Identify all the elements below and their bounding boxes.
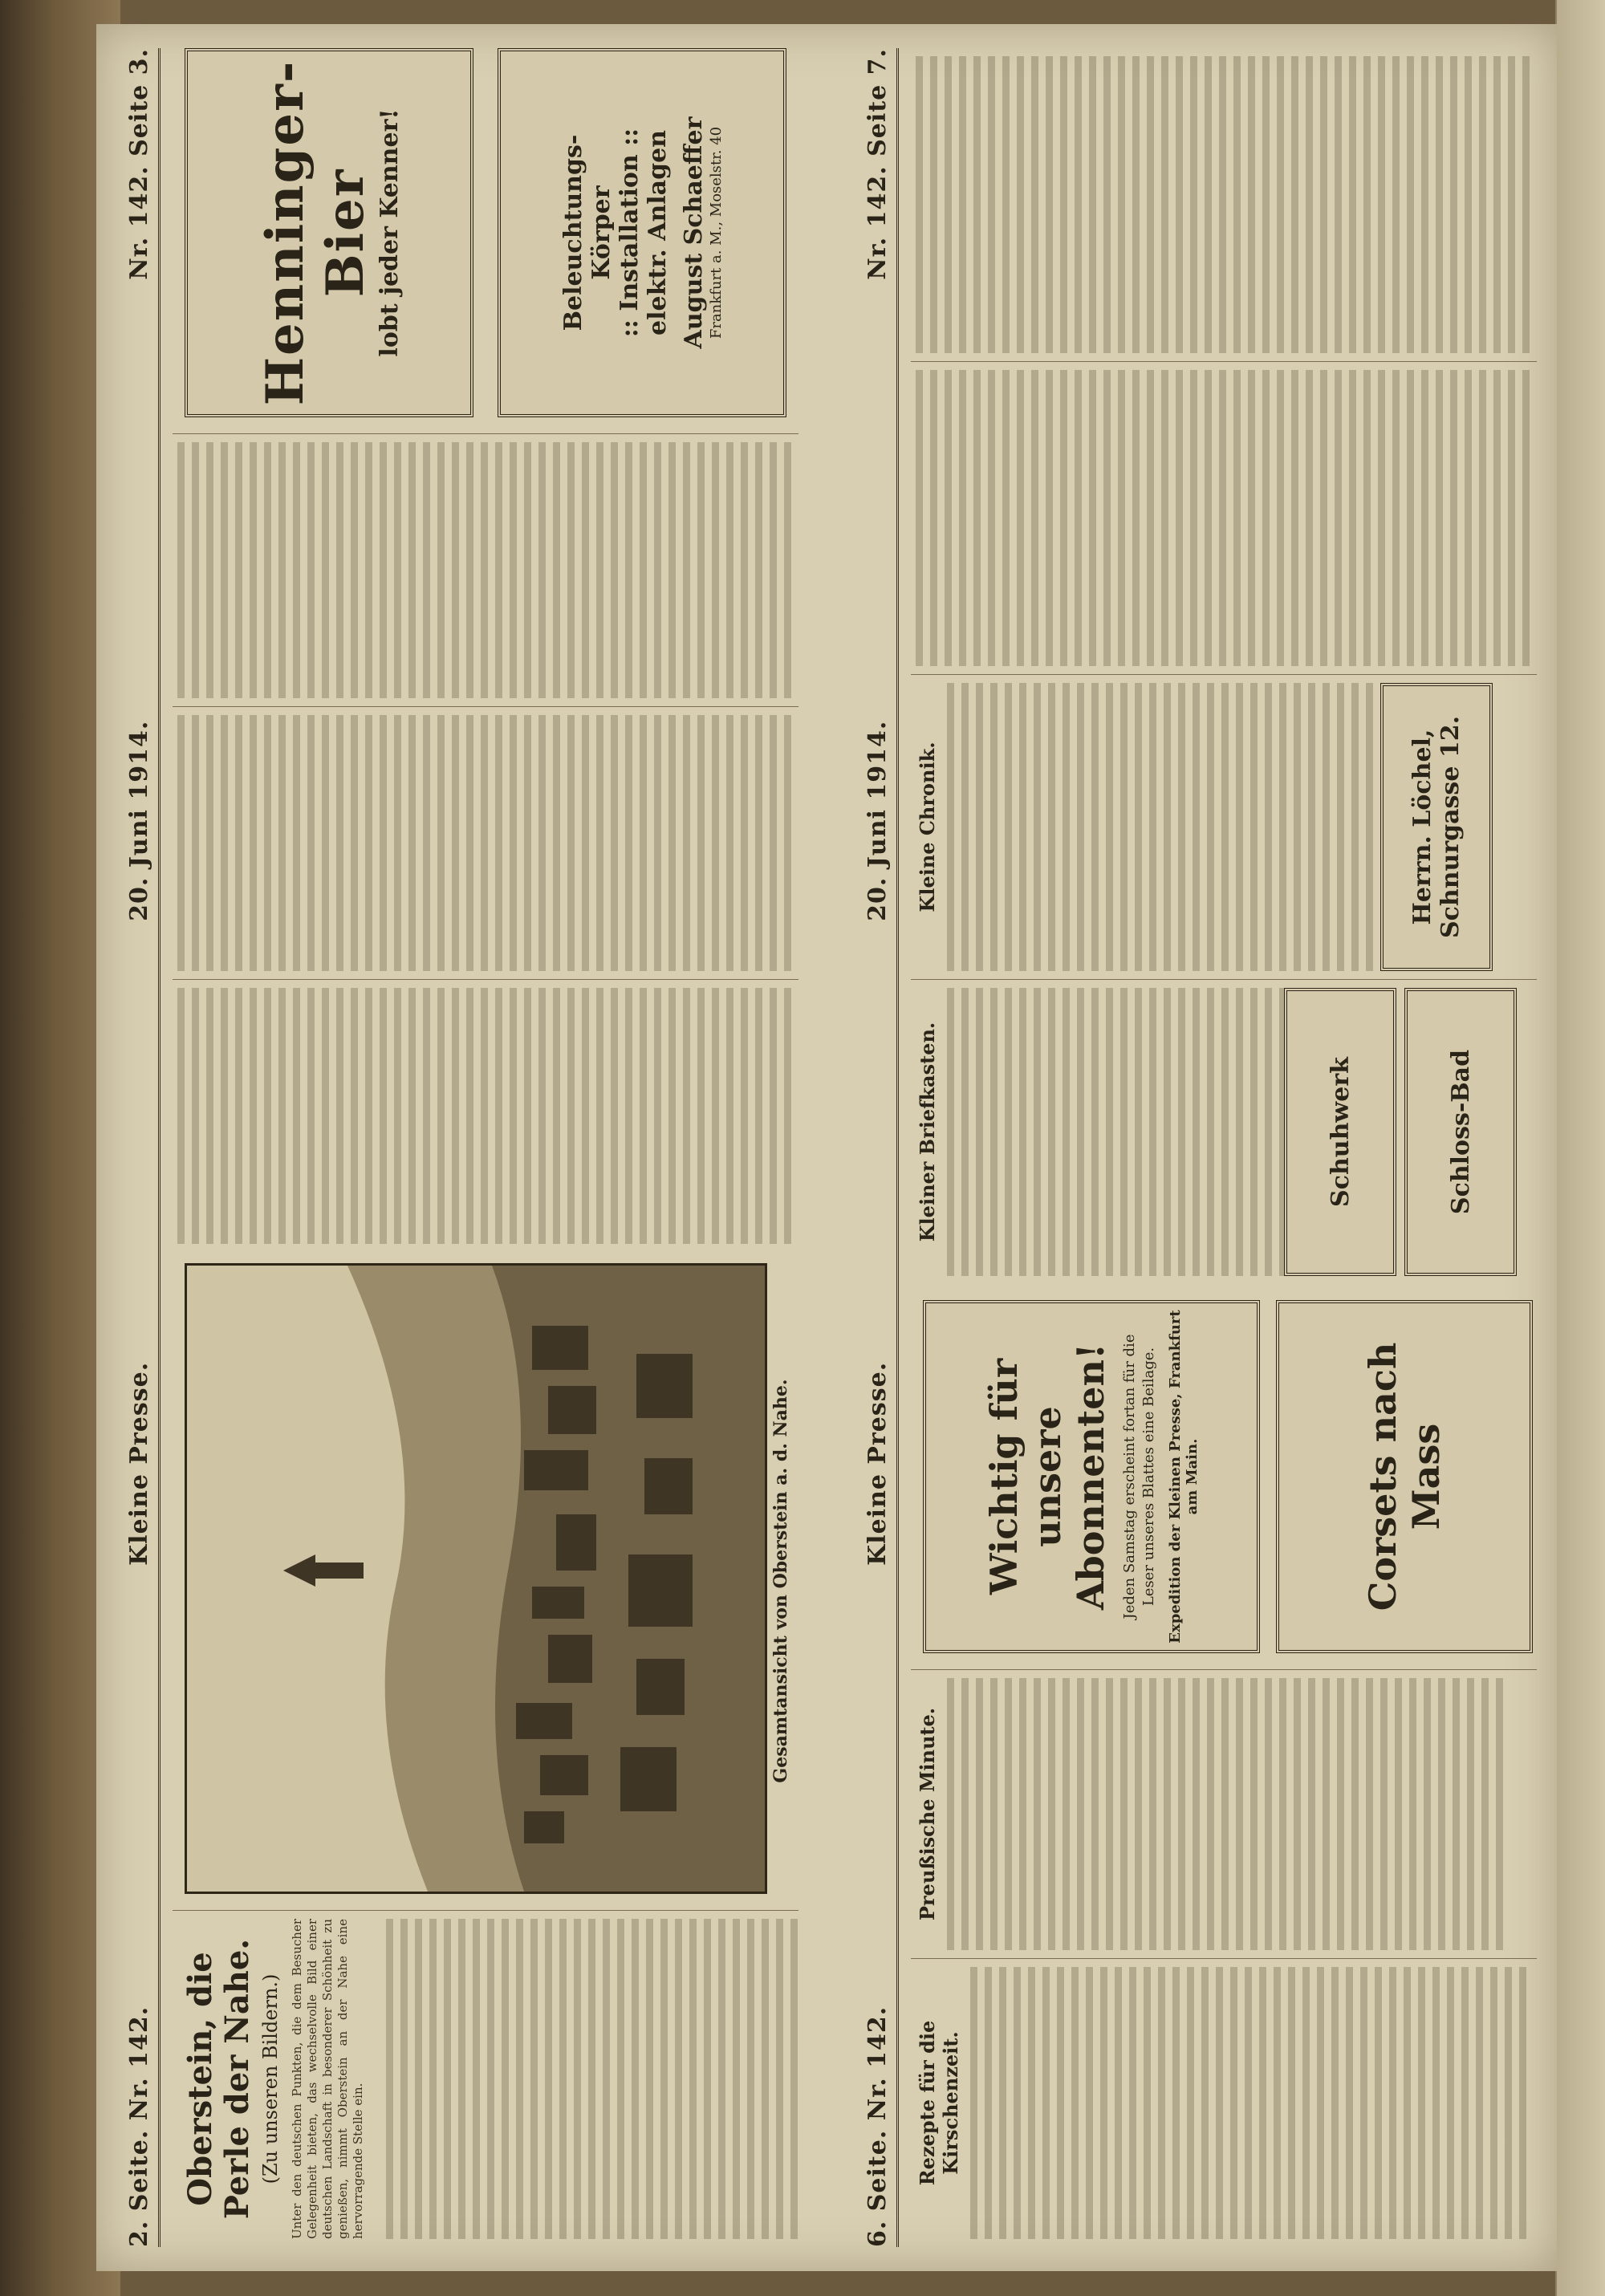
upper-spread [96,24,819,2271]
briefkasten-title: Kleiner Briefkasten. [916,1022,939,1242]
lamps-line-4: elektr. Anlagen [644,130,672,335]
upper-page-label: 2. Seite. Nr. 142. [125,2005,153,2247]
feuilleton-title: Preußische Minute. [916,1707,939,1921]
recipes-text [970,1967,1532,2239]
town-illustration [185,1263,767,1894]
lamps-ad [498,48,786,417]
lower-running-head [851,48,899,2247]
henninger-ad [185,48,473,417]
lamps-line-1: Beleuchtungs- [559,134,587,331]
article-column-1 [173,1910,798,2247]
henninger-slogan: lobt jeder Kenner! [375,108,404,357]
engraving [187,1266,765,1892]
article-continuation-text [177,988,794,1244]
lower-column-3 [911,979,1537,1284]
article-continuation-text-3 [177,442,794,698]
corsets-ad [1276,1300,1533,1653]
lamps-company: August Schaeffer [680,116,708,349]
article-subheadline: (Zu unseren Bildern.) [259,1973,282,2184]
lower-section: Kleine Presse. [863,1361,892,1566]
lower-page-label: 6. Seite. Nr. 142. [863,2005,892,2247]
recipes-title: Rezepte für die Kirschenzeit. [916,2020,962,2186]
next-page-edge [1555,0,1605,2296]
upper-date: 20. Juni 1914. [125,720,153,921]
lower-text-5 [916,370,1532,666]
bath-ad [1404,988,1517,1276]
chronik-text [947,683,1380,971]
subscriber-notice [923,1300,1260,1653]
upper-right-label: Nr. 142. Seite 3. [125,48,153,280]
newspaper-page [96,24,1557,2271]
lower-column-4 [911,674,1537,979]
article-headline: Oberstein, die Perle der Nahe. [181,1938,256,2220]
article-continuation-text-2 [177,715,794,971]
lamps-line-2: Körper [587,185,616,280]
tokens-ad [1380,683,1493,971]
lower-column-6 [911,48,1537,361]
upper-running-head [112,48,160,2247]
illustration-caption: Gesamtansicht von Oberstein a. d. Nahe. [770,1379,791,1783]
lower-column-2 [911,1669,1537,1958]
shoes-ad [1284,988,1396,1276]
lower-spread [835,24,1557,2271]
article-column-2 [173,979,798,1252]
notice-body: Jeden Samstag erscheint fortan für die Leser unseres Blattes eine Beilage. [1121,1334,1157,1619]
lower-column-5 [911,361,1537,674]
rotated-page-content [96,24,1557,2271]
lower-column-1 [911,1958,1537,2247]
bath-title: Schloss-Bad [1446,1049,1475,1215]
corsets-title: Corsets nach Mass [1361,1342,1448,1611]
notice-title: Wichtig für unsere Abonnenten! [982,1343,1112,1611]
feuilleton-text [947,1678,1509,1950]
lamps-address: Frankfurt a. M., Moselstr. 40 [708,126,725,339]
notice-footer: Expedition der Kleinen Presse, Frankfurt am Main. [1167,1310,1201,1644]
briefkasten-text [947,988,1284,1276]
lower-text-6 [916,56,1532,353]
lower-date: 20. Juni 1914. [863,720,892,921]
lamps-line-3: :: Installation :: [616,128,644,338]
lower-right-label: Nr. 142. Seite 7. [863,48,892,280]
article-column-3 [173,706,798,979]
upper-section: Kleine Presse. [125,1361,153,1566]
article-lead: Unter den deutschen Punkten, die dem Besucher Gelegenheit bieten, das wechselvolle Bild einer deutschen Landschaft in besonderer Schönheit zu genießen, nimmt Oberstein an der Nahe eine hervorragende Stelle ein. [290,1915,365,2239]
tokens-title: Herrn. Löchel, Schnurgasse 12. [1408,715,1465,939]
article-body-text [386,1919,798,2239]
chronik-title: Kleine Chronik. [916,742,939,912]
article-column-4 [173,433,798,706]
henninger-brand: Henninger-Bier [254,59,376,406]
shoes-title: Schuhwerk [1326,1057,1355,1207]
